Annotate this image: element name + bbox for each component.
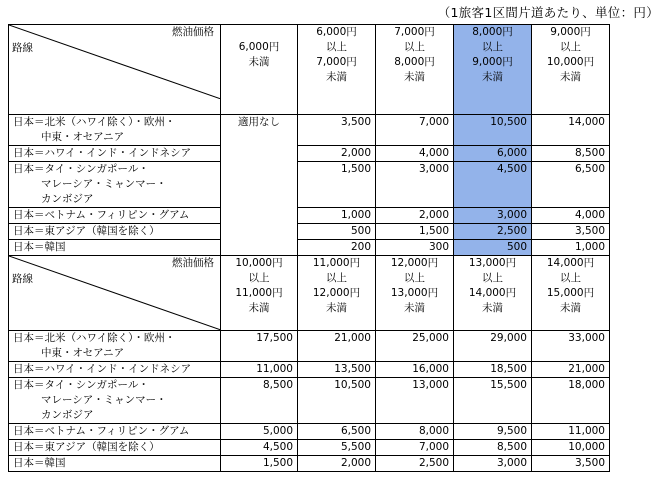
surcharge-value: 8,500 <box>221 378 298 424</box>
text-line: 以上 <box>560 41 581 53</box>
text-line: 日本＝韓国 <box>13 457 66 469</box>
header-row <box>9 256 610 331</box>
corner-label-route: 路線 <box>12 42 33 54</box>
text-line: 日本＝北米（ハワイ除く）・欧州・ <box>13 332 176 344</box>
text-line: 7,000円 <box>316 56 357 68</box>
route-cell <box>9 115 221 146</box>
table-row <box>9 424 610 440</box>
price-band-header <box>454 25 532 115</box>
surcharge-value: 14,000 <box>532 115 610 146</box>
text-line: 以上 <box>248 272 270 284</box>
surcharge-value: 2,500 <box>376 456 454 472</box>
surcharge-value: 21,000 <box>532 362 610 378</box>
surcharge-value: 1,500 <box>298 162 376 208</box>
text-line: 未満 <box>560 302 581 314</box>
surcharge-value: 2,000 <box>298 456 376 472</box>
corner-header-cell <box>9 25 221 115</box>
text-line: 14,000円 <box>468 287 517 299</box>
surcharge-value: 10,500 <box>298 378 376 424</box>
text-line: 以上 <box>482 272 503 284</box>
route-cell <box>9 146 221 162</box>
surcharge-value: 3,000 <box>454 456 532 472</box>
table-row <box>9 440 610 456</box>
text-line: 未満 <box>248 302 270 314</box>
route-cell <box>9 378 221 424</box>
surcharge-value: 7,000 <box>376 440 454 456</box>
surcharge-value: 6,500 <box>532 162 610 208</box>
text-line: 未満 <box>248 56 270 68</box>
text-line: 日本＝北米（ハワイ除く）・欧州・ <box>13 116 176 128</box>
surcharge-value: 3,500 <box>532 456 610 472</box>
text-line: 11,000円 <box>312 257 361 269</box>
surcharge-value: 10,500 <box>454 115 532 146</box>
corner-header-cell <box>9 256 221 331</box>
surcharge-value: 7,000 <box>376 115 454 146</box>
price-band-header <box>532 256 610 331</box>
price-band-header <box>221 256 298 331</box>
surcharge-value: 10,000 <box>532 440 610 456</box>
table-row <box>9 362 610 378</box>
text-line: 8,000円 <box>394 56 435 68</box>
surcharge-value: 2,000 <box>376 208 454 224</box>
text-line: 日本＝韓国 <box>13 241 66 253</box>
text-line: 以上 <box>482 41 503 53</box>
surcharge-value: 18,000 <box>532 378 610 424</box>
text-line: 未満 <box>326 71 347 83</box>
fuel-surcharge-table <box>8 24 610 472</box>
surcharge-value: 13,500 <box>298 362 376 378</box>
table-row <box>9 224 610 240</box>
text-line: 6,000円 <box>316 26 357 38</box>
surcharge-value: 500 <box>298 224 376 240</box>
price-band-header <box>298 256 376 331</box>
surcharge-value: 5,500 <box>298 440 376 456</box>
surcharge-value: 6,500 <box>298 424 376 440</box>
surcharge-value: 1,500 <box>376 224 454 240</box>
route-cell <box>9 424 221 440</box>
text-line: 日本＝ベトナム・フィリピン・グアム <box>13 425 190 437</box>
surcharge-value: 2,500 <box>454 224 532 240</box>
not-applicable-cell: 適用なし <box>221 115 298 256</box>
corner-label-route: 路線 <box>12 273 33 285</box>
surcharge-value: 11,000 <box>221 362 298 378</box>
text-line: 日本＝ハワイ・インド・インドネシア <box>13 147 192 159</box>
header-row <box>9 25 610 115</box>
surcharge-value: 9,500 <box>454 424 532 440</box>
surcharge-value: 1,000 <box>298 208 376 224</box>
table-row <box>9 378 610 424</box>
text-line: 未満 <box>404 71 425 83</box>
surcharge-value: 500 <box>454 240 532 256</box>
price-band-header <box>376 25 454 115</box>
text-line: 日本＝ベトナム・フィリピン・グアム <box>13 209 190 221</box>
text-line: 10,000円 <box>546 56 595 68</box>
text-line: 7,000円 <box>394 26 435 38</box>
surcharge-value: 4,500 <box>221 440 298 456</box>
surcharge-value: 4,000 <box>376 146 454 162</box>
text-line: 日本＝タイ・シンガポール・ <box>13 379 149 391</box>
table-row <box>9 115 610 146</box>
surcharge-value: 17,500 <box>221 331 298 362</box>
table-row <box>9 146 610 162</box>
price-band-header <box>376 256 454 331</box>
text-line: 以上 <box>326 272 347 284</box>
text-line: 9,000円 <box>472 56 513 68</box>
surcharge-value: 15,500 <box>454 378 532 424</box>
text-line: 未満 <box>482 71 503 83</box>
table-row <box>9 240 610 256</box>
text-line: 12,000円 <box>312 287 361 299</box>
route-cell <box>9 240 221 256</box>
surcharge-value: 18,500 <box>454 362 532 378</box>
text-line: 6,000円 <box>238 41 280 53</box>
surcharge-value: 2,000 <box>298 146 376 162</box>
surcharge-value: 3,500 <box>298 115 376 146</box>
text-line: 14,000円 <box>546 257 595 269</box>
surcharge-value: 25,000 <box>376 331 454 362</box>
surcharge-value: 16,000 <box>376 362 454 378</box>
surcharge-value: 8,500 <box>532 146 610 162</box>
surcharge-value: 8,000 <box>376 424 454 440</box>
text-line: 日本＝タイ・シンガポール・ <box>13 163 149 175</box>
text-line: 11,000円 <box>235 287 283 299</box>
surcharge-value: 3,000 <box>376 162 454 208</box>
surcharge-value: 200 <box>298 240 376 256</box>
text-line: 8,000円 <box>472 26 513 38</box>
text-line: 13,000円 <box>468 257 517 269</box>
text-line: 日本＝東アジア（韓国を除く） <box>13 225 160 237</box>
surcharge-value: 4,500 <box>454 162 532 208</box>
price-band-header <box>221 25 298 115</box>
surcharge-value: 3,000 <box>454 208 532 224</box>
text-line: 以上 <box>326 41 347 53</box>
surcharge-value: 6,000 <box>454 146 532 162</box>
text-line: 未満 <box>326 302 347 314</box>
text-line: マレーシア・ミャンマー・ <box>41 178 167 190</box>
text-line: 日本＝ハワイ・インド・インドネシア <box>13 363 192 375</box>
route-cell <box>9 162 221 208</box>
corner-label-price: 燃油価格 <box>172 257 214 269</box>
text-line: 未満 <box>482 302 503 314</box>
text-line: 13,000円 <box>390 287 439 299</box>
route-cell <box>9 362 221 378</box>
surcharge-value: 5,000 <box>221 424 298 440</box>
text-line: 日本＝東アジア（韓国を除く） <box>13 441 160 453</box>
surcharge-value: 3,500 <box>532 224 610 240</box>
route-cell <box>9 440 221 456</box>
surcharge-value: 11,000 <box>532 424 610 440</box>
text-line: カンボジア <box>41 193 94 205</box>
surcharge-value: 13,000 <box>376 378 454 424</box>
text-line: マレーシア・ミャンマー・ <box>41 394 167 406</box>
price-band-header <box>454 256 532 331</box>
text-line: 以上 <box>404 272 425 284</box>
surcharge-value: 8,500 <box>454 440 532 456</box>
text-line: 10,000円 <box>235 257 283 269</box>
unit-note: （1旅客1区間片道あたり、単位：円） <box>437 5 659 20</box>
surcharge-value: 4,000 <box>532 208 610 224</box>
text-line: 未満 <box>560 71 581 83</box>
text-line: カンボジア <box>41 409 94 421</box>
text-line: 12,000円 <box>390 257 439 269</box>
text-line: 以上 <box>404 41 425 53</box>
corner-label-price: 燃油価格 <box>172 26 214 38</box>
text-line: 以上 <box>560 272 581 284</box>
surcharge-value: 33,000 <box>532 331 610 362</box>
table-row <box>9 162 610 208</box>
surcharge-value: 1,500 <box>221 456 298 472</box>
table-row <box>9 331 610 362</box>
text-line: 15,000円 <box>546 287 595 299</box>
price-band-header <box>532 25 610 115</box>
route-cell <box>9 331 221 362</box>
surcharge-value: 21,000 <box>298 331 376 362</box>
route-cell <box>9 224 221 240</box>
table-row <box>9 208 610 224</box>
text-line: 未満 <box>404 302 425 314</box>
surcharge-value: 29,000 <box>454 331 532 362</box>
route-cell <box>9 208 221 224</box>
text-line: 9,000円 <box>550 26 591 38</box>
text-line: 中東・オセアニア <box>41 347 125 359</box>
price-band-header <box>298 25 376 115</box>
text-line: 中東・オセアニア <box>41 131 125 143</box>
surcharge-value: 1,000 <box>532 240 610 256</box>
surcharge-value: 300 <box>376 240 454 256</box>
table-row <box>9 456 610 472</box>
route-cell <box>9 456 221 472</box>
